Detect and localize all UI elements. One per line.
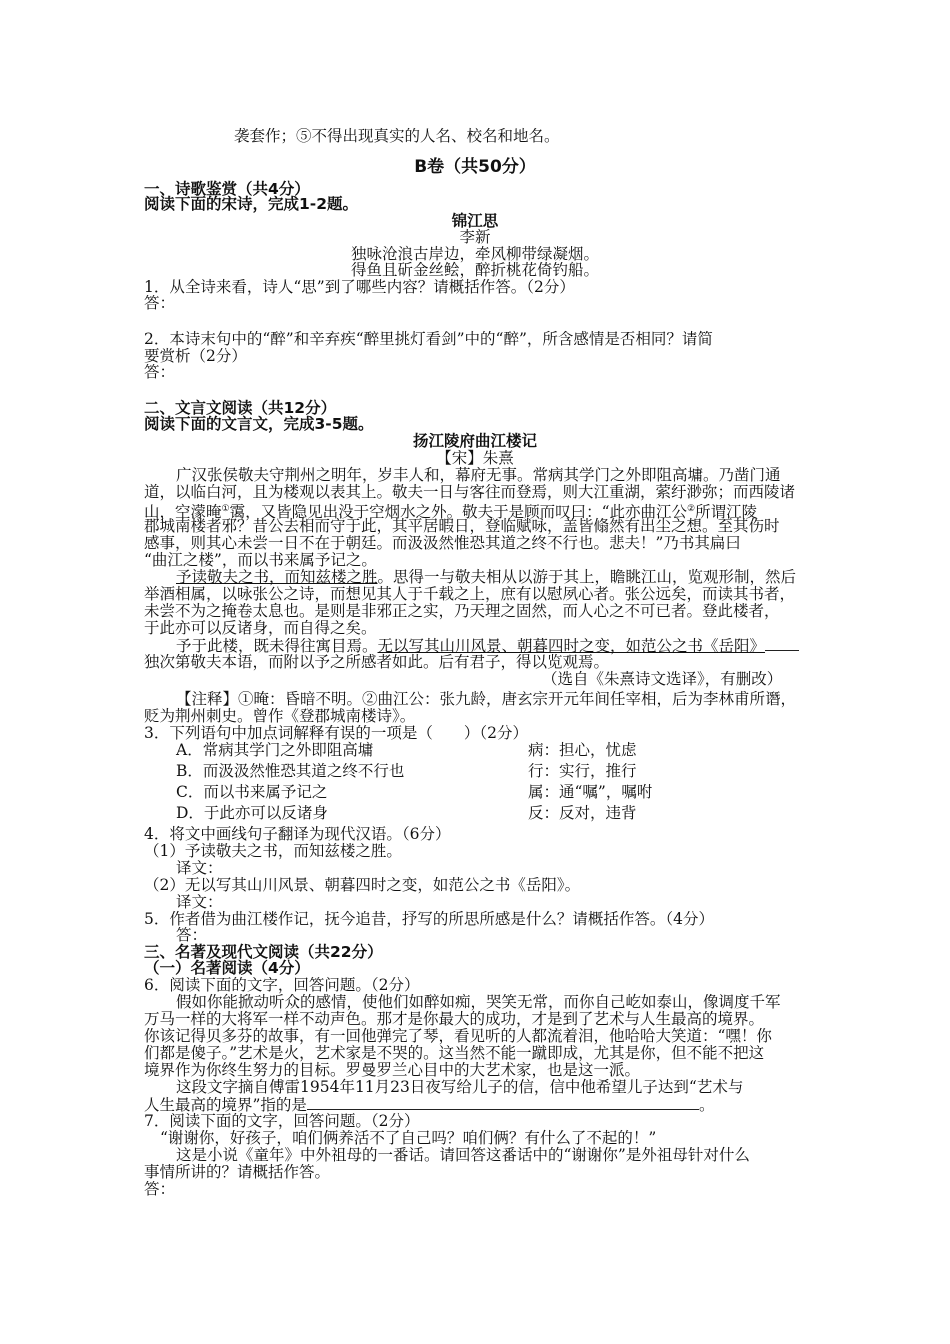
- q7-question-line-1: 这是小说《童年》中外祖母的一番话。请回答这番话中的“谢谢你”是外祖母针对什么: [176, 1146, 750, 1164]
- q7-question-line-2: 事情所讲的？请概括作答。: [144, 1163, 331, 1181]
- essay-p1-line-6: “曲江之楼”，而以书来属予记之。: [144, 551, 377, 569]
- underlined-sentence-2: 无以写其山川风景、朝暮四时之变，如范公之书《岳阳》: [377, 637, 766, 655]
- essay-p2-line-4: 于此亦可以反诸身，而自得之矣。: [144, 619, 377, 637]
- question-7: 7．阅读下面的文字，回答问题。（2分）: [144, 1112, 420, 1130]
- essay-note-line-1: 【注释】①晻：昏暗不明。②曲江公：张九龄，唐玄宗开元年间任宰相，后为李林甫所谮，: [176, 690, 797, 708]
- poem-author: 李新: [459, 228, 491, 246]
- essay-note-line-2: 贬为荆州刺史。曾作《登郡城南楼诗》。: [144, 707, 416, 725]
- question-2-line-2: 要赏析（2分）: [144, 347, 247, 365]
- question-5-answer: 答：: [176, 926, 208, 944]
- question-4-part-1: （1）予读敬夫之书，而知兹楼之胜。: [144, 842, 402, 860]
- essay-p3-line-2: 独次第敬夫本语，而附以予之所感者如此。后有君子，得以览观焉。: [144, 653, 610, 671]
- essay-p2-line-2: 举酒相属，以咏张公之诗，而想见其人于千载之上，庶有以慰夙心者。张公远矣，而读其书者，: [144, 585, 796, 603]
- essay-p1-line-5: 感事，则其心未尝一日不在于朝廷。而汲汲然惟恐其道之终不行也。悲夫！”乃书其扁曰: [144, 534, 741, 552]
- section1-heading: 一、诗歌鉴赏（共4分）: [144, 180, 310, 198]
- q6-question-line-1: 这段文字摘自傅雷1954年11月23日夜写给儿子的信，信中他希望儿子达到“艺术与: [176, 1078, 744, 1096]
- top-line: 袭套作；⑤不得出现真实的人名、校名和地名。: [234, 127, 560, 145]
- section3-heading: 三、名著及现代文阅读（共22分）: [144, 943, 383, 961]
- question-1-answer: 答：: [144, 294, 176, 312]
- section2-heading: 二、文言文阅读（共12分）: [144, 399, 337, 417]
- essay-title: 扬江陵府曲江楼记: [412, 432, 537, 450]
- q3-option-b: B．而汲汲然惟恐其道之终不行也: [176, 762, 405, 780]
- essay-p2-line-1: 予读敬夫之书，而知兹楼之胜。思得一与敬夫相从以游于其上，瞻眺江山，览观形制，然后: [176, 568, 797, 586]
- poem-line-1: 独咏沧浪古岸边，牵风柳带绿凝烟。: [350, 245, 599, 263]
- essay-source: （选自《朱熹诗文选译》，有删改）: [542, 670, 783, 688]
- underlined-sentence-1: 予读敬夫之书，而知兹楼之胜: [176, 568, 378, 586]
- q3-option-a: A．常病其学门之外即阻高墉: [176, 741, 374, 759]
- question-4-part-2: （2）无以写其山川风景、朝暮四时之变，如范公之书《岳阳》。: [144, 876, 581, 894]
- essay-p1-line-3: 山，空濛晻①霭，又皆隐见出没于空烟水之外。敬夫于是顾而叹曰：“此亦曲江公②所谓江陵: [144, 503, 758, 522]
- q6-passage-line-2: 万马一样的大将军一样不动声色。那才是你最大的成功，才是到了艺术与人生最高的境界。: [144, 1010, 765, 1028]
- section3-subheading: （一）名著阅读（4分）: [144, 959, 310, 977]
- q3-option-b-gloss: 行：实行，推行: [528, 762, 637, 780]
- essay-p1-line-2: 道，以临白河，且为楼观以表其上。敬夫一日与客往而登焉，则大江重湖，萦纡渺弥；而西陵诸: [144, 483, 796, 501]
- question-7-answer: 答：: [144, 1180, 176, 1198]
- q3-option-c: C．而以书来属予记之: [176, 783, 328, 801]
- poem-line-2: 得鱼且斫金丝鲙，醉折桃花倚钓船。: [350, 261, 599, 279]
- q6-answer-blank: [307, 1095, 699, 1110]
- q3-option-d-gloss: 反：反对，违背: [528, 804, 637, 822]
- question-4: 4．将文中画线句子翻译为现代汉语。（6分）: [144, 825, 451, 843]
- question-3: 3．下列语句中加点词解释有误的一项是（ ）（2分）: [144, 724, 528, 742]
- section2-instruction: 阅读下面的文言文，完成3-5题。: [144, 415, 374, 433]
- question-4-part-2-answer: 译文：: [176, 893, 223, 911]
- q6-passage-line-4: 们都是傻子。”艺术是火，艺术家是不哭的。这当然不能一蹴即成，尤其是你，但不能不把这: [144, 1044, 765, 1062]
- question-2-answer: 答：: [144, 363, 176, 381]
- essay-author: 【宋】朱熹: [436, 449, 514, 467]
- question-1: 1．从全诗来看，诗人“思”到了哪些内容？请概括作答。（2分）: [144, 278, 575, 296]
- question-2-line-1: 2．本诗末句中的“醉”和辛弃疾“醉里挑灯看剑”中的“醉”，所含感情是否相同？请简: [144, 330, 713, 348]
- q6-passage-line-3: 你该记得贝多芬的故事，有一回他弹完了琴，看见听的人都流着泪，他哈哈大笑道：“嘿！你: [144, 1027, 772, 1045]
- q7-quote: “谢谢你，好孩子，咱们俩养活不了自己吗？咱们俩？有什么了不起的！”: [160, 1129, 657, 1147]
- q6-passage-line-1: 假如你能掀动听众的感情，使他们如醉如痴，哭笑无常，而你自己屹如泰山，像调度千军: [176, 993, 781, 1011]
- poem-title: 锦江思: [451, 212, 499, 230]
- section1-instruction: 阅读下面的宋诗，完成1-2题。: [144, 195, 359, 213]
- question-6: 6．阅读下面的文字，回答问题。（2分）: [144, 976, 420, 994]
- essay-p1-line-4: 郡城南楼者邪？昔公去相而守于此，其平居暇日，登临赋咏，盖皆翛然有出尘之想。至其伤时: [144, 517, 780, 535]
- essay-p3-line-1: 予于此楼，既未得往寓目焉。无以写其山川风景、朝暮四时之变，如范公之书《岳阳》: [176, 636, 799, 655]
- q6-question-line-2: 人生最高的境界”指的是 。: [144, 1096, 715, 1114]
- essay-p1-line-1: 广汉张侯敬夫守荆州之明年，岁丰人和，幕府无事。常病其学门之外即阻高墉。乃凿门通: [176, 466, 781, 484]
- question-4-part-1-answer: 译文：: [176, 859, 223, 877]
- q3-option-c-gloss: 属：通“嘱”，嘱咐: [528, 783, 653, 801]
- q3-option-d: D．于此亦可以反诸身: [176, 804, 328, 822]
- volume-title: B卷（共50分）: [414, 157, 536, 177]
- q6-passage-line-5: 境界作为你终生努力的目标。罗曼罗兰心目中的大艺术家，也是这一派。: [144, 1061, 641, 1079]
- question-5: 5．作者借为曲江楼作记，抚今追昔，抒写的所思所感是什么？请概括作答。（4分）: [144, 910, 714, 928]
- essay-p2-line-3: 未尝不为之掩卷太息也。是则是非邪正之实，乃天理之固然，而人心之不可已者。登此楼者，: [144, 602, 780, 620]
- q3-option-a-gloss: 病：担心，忧虑: [528, 741, 637, 759]
